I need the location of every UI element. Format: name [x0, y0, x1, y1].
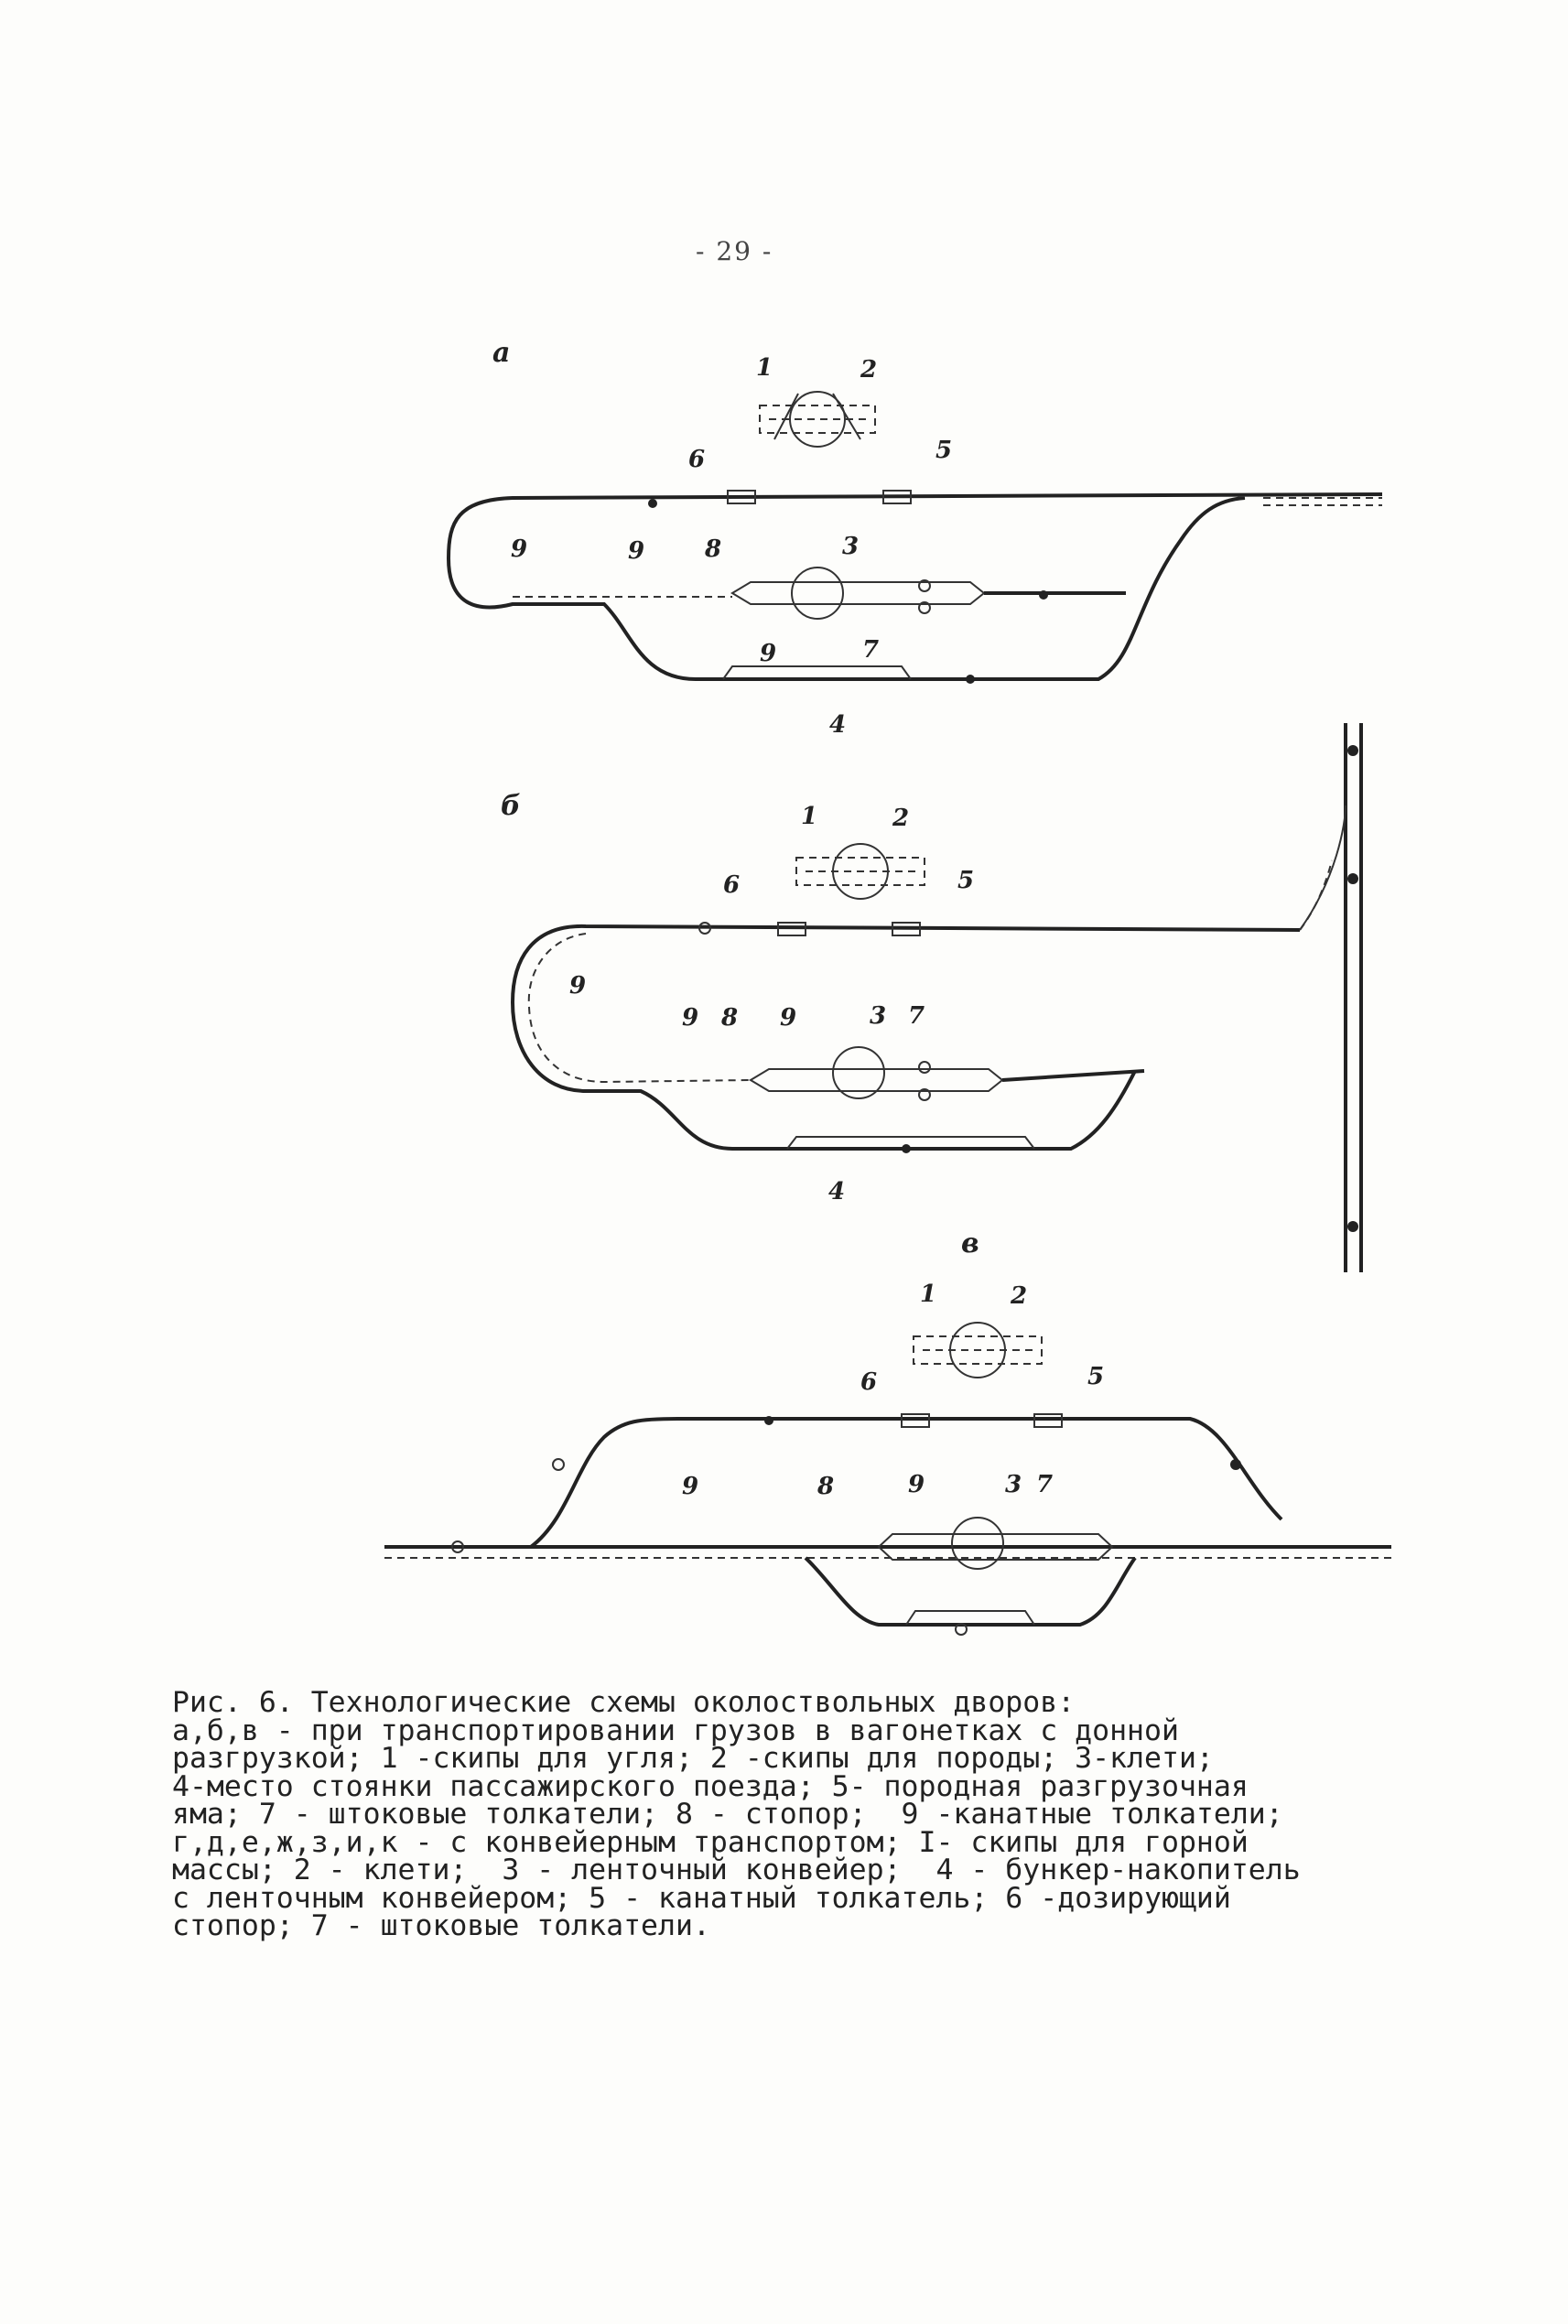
- scheme-a: [449, 337, 1382, 739]
- label-3: 3: [842, 533, 860, 560]
- page-number: - 29 -: [696, 236, 773, 266]
- label-1: 1: [756, 354, 773, 382]
- label-9-b: 9: [569, 972, 587, 1000]
- label-9: 9: [511, 535, 528, 563]
- scheme-c-letter: в: [961, 1227, 979, 1259]
- label-2-c: 2: [1011, 1282, 1028, 1310]
- caption-line: массы; 2 - клети; 3 - ленточный конвейер; 4 - бункер-накопитель: [172, 1854, 1301, 1886]
- caption-line: г,д,е,ж,з,и,к - с конвейерным транспортом; I- скипы для горной: [172, 1825, 1249, 1859]
- label-6: 6: [688, 446, 706, 473]
- cage-circle: [792, 567, 843, 619]
- label-6-b: 6: [723, 871, 741, 899]
- label-9-c: 9: [682, 1473, 699, 1500]
- label-9b-b: 9: [682, 1004, 699, 1032]
- label-7: 7: [862, 636, 880, 664]
- label-8-b: 8: [721, 1004, 739, 1032]
- label-4-b: 4: [828, 1178, 846, 1205]
- label-8: 8: [705, 535, 722, 563]
- label-9c: 9: [760, 640, 777, 667]
- scheme-b-letter: б: [501, 790, 521, 822]
- scheme-b-main-track: [513, 926, 1300, 1149]
- skip-outline: [760, 405, 875, 433]
- label-5: 5: [935, 437, 953, 464]
- label-7-c: 7: [1036, 1471, 1054, 1498]
- label-3-b: 3: [870, 1002, 887, 1030]
- cage-circle-c: [952, 1518, 1003, 1569]
- scheme-c-main-track: [531, 1419, 1281, 1547]
- label-9b-c: 9: [908, 1471, 925, 1498]
- label-1-c: 1: [920, 1281, 937, 1308]
- label-6-c: 6: [860, 1368, 878, 1396]
- label-8-c: 8: [817, 1473, 835, 1500]
- label-2-b: 2: [892, 805, 910, 832]
- figure-caption: [172, 1686, 1417, 1942]
- label-1-b: 1: [801, 803, 818, 830]
- label-9c-b: 9: [780, 1004, 797, 1032]
- scheme-a-main-track: [449, 494, 1382, 679]
- label-3-c: 3: [1005, 1471, 1022, 1498]
- caption-line: 4-место стоянки пассажирского поезда; 5- породная разгрузочная: [172, 1769, 1249, 1803]
- label-7-b: 7: [908, 1002, 925, 1030]
- caption-line: Рис. 6. Технологические схемы околоствольных дворов:: [172, 1686, 1076, 1719]
- caption-line: а,б,в - при транспортировании грузов в вагонетках с донной: [172, 1713, 1179, 1747]
- caption-line: разгрузкой; 1 -скипы для угля; 2 -скипы для породы; 3-клети;: [172, 1742, 1214, 1775]
- label-4: 4: [829, 711, 847, 739]
- caption-line: с ленточным конвейером; 5 - канатный толкатель; 6 -дозирующий: [172, 1881, 1231, 1915]
- label-5-b: 5: [957, 867, 975, 894]
- label-5-c: 5: [1087, 1363, 1105, 1390]
- scheme-c: [384, 1227, 1391, 1635]
- caption-line: стопор; 7 - штоковые толкатели.: [172, 1909, 710, 1942]
- scheme-b: [501, 723, 1361, 1272]
- label-9b: 9: [628, 537, 645, 565]
- scheme-a-letter: а: [492, 337, 511, 369]
- caption-line: яма; 7 - штоковые толкатели; 8 - стопор; 9 -канатные толкатели;: [172, 1798, 1283, 1831]
- label-2: 2: [860, 356, 878, 384]
